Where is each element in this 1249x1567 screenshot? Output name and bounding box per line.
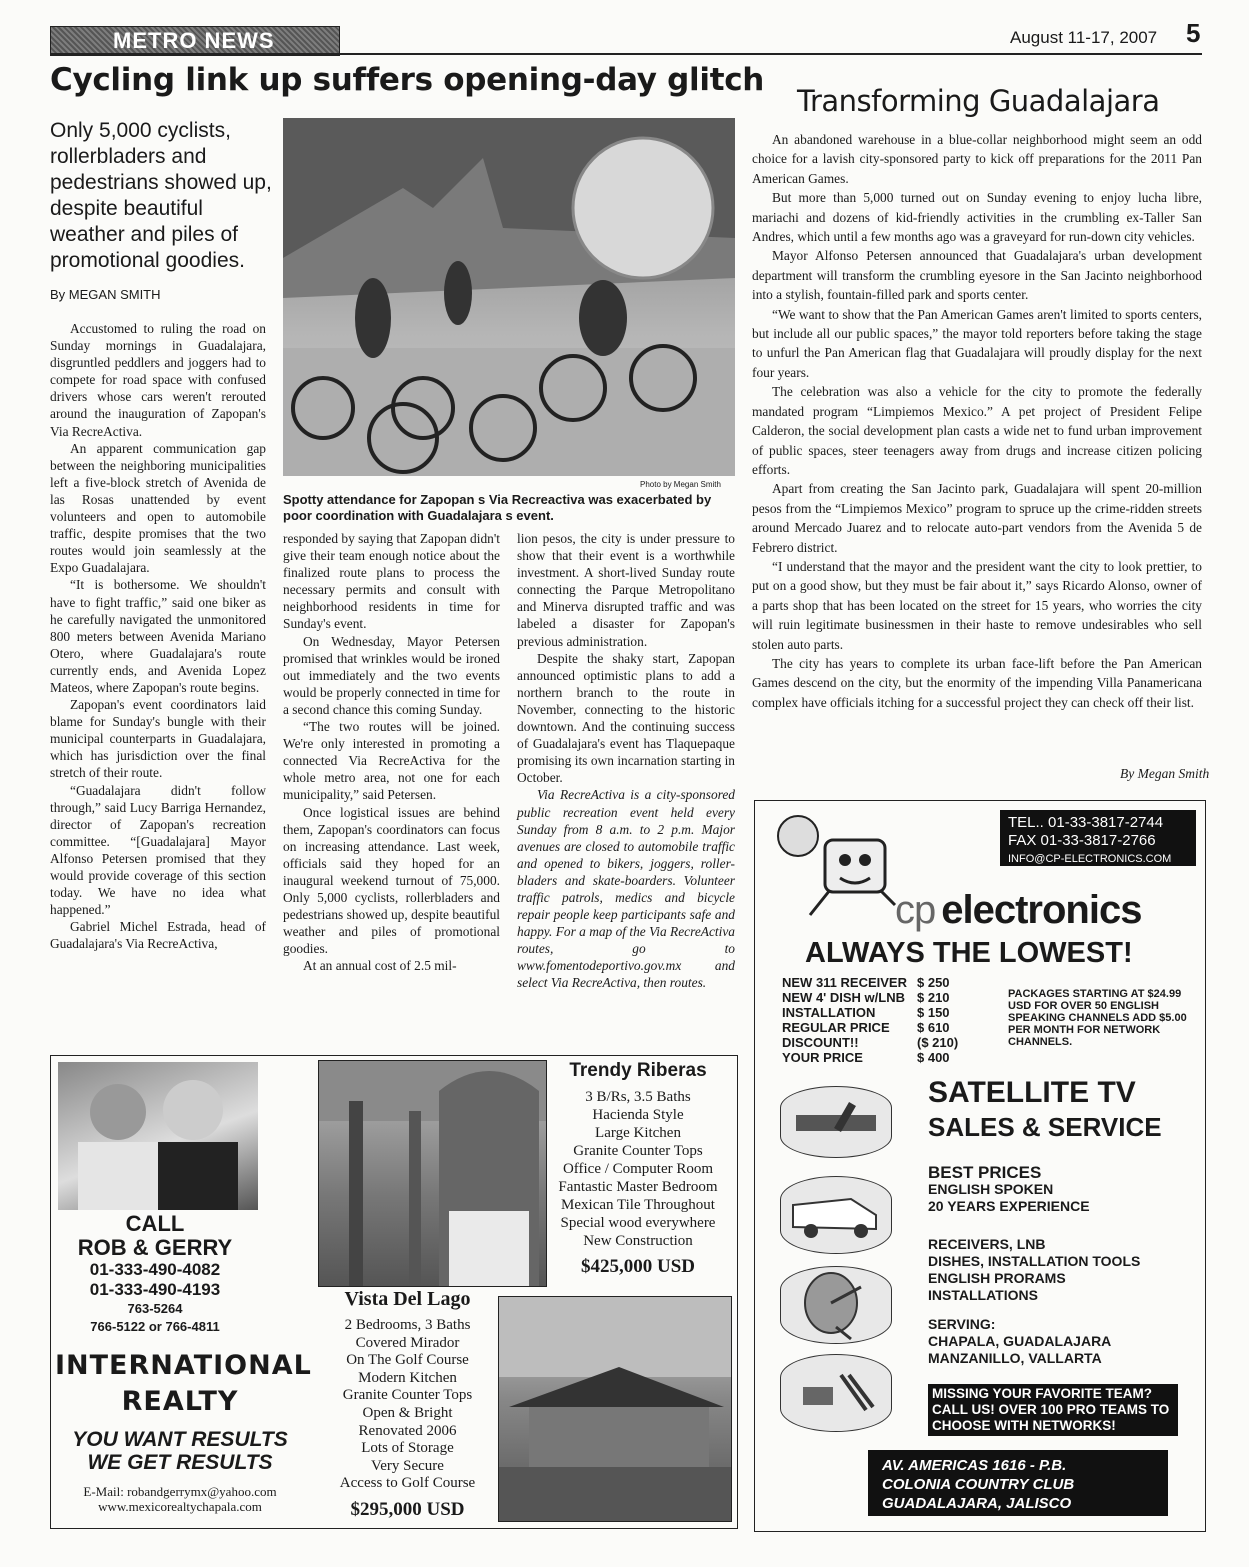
feature: Open & Bright <box>362 1404 453 1421</box>
address-line: GUADALAJARA, JALISCO <box>882 1495 1072 1512</box>
phone: 01-333-490-4193 <box>89 1280 221 1299</box>
company-line: INTERNATIONAL <box>55 1350 312 1381</box>
listing-vista-del-lago <box>320 1288 495 1521</box>
paragraph: “It is bothersome. We shouldn't have to fight traffic,” said one biker as he carefully navigated the unmonitored 800 meters between Avenida Mariano Otero, where Guadalajara's route currently ends, and Avenida Lopez Mateos, where Zapopan's route begins. <box>50 577 266 695</box>
paragraph: “I understand that the mayor and the president want the city to look prettier, to put on a good show, but they must be fair about it,” says Ricardo Alonso, owner of a parts shop that has been located on the street for 15 years, who worries the city will ruin legitimate businessmen in their haste to remove undesirables who sell stolen auto parts. <box>752 558 1202 652</box>
paragraph: responded by saying that Zapopan didn't give their team enough notice about the finalized route plans to process the necessary permits and consult with neighborhood residents in time for Sunday's event. <box>283 531 500 632</box>
tv-mascot-icon <box>770 810 900 930</box>
photo-caption: Spotty attendance for Zapopan s Via Recreactiva was exacerbated by poor coordination with Guadalajara s event. <box>283 492 712 523</box>
header-rule <box>50 53 1202 55</box>
story-deck: Only 5,000 cyclists, rollerbladers and pedestrians showed up, despite beautiful weather and piles of promotional goodies. <box>50 119 272 272</box>
listing-riberas <box>548 1060 728 1278</box>
paragraph: “Guadalajara didn't follow through,” said Lucy Barriga Hernandez, director of Zapopan's recreation committee. “[Guadalajara] Mayor Alfonso Petersen promised that they would provide coverage of this section today. We have no idea what happened.” <box>50 782 266 918</box>
paragraph: Accustomed to ruling the road on Sunday mornings in Guadalajara, disgruntled peddlers and joggers had to compete for road space with confused drivers whose cars weren't rerouted around the inauguration of Zapopan's Via RecreActiva. <box>50 321 266 439</box>
price-label: DISCOUNT!! <box>782 1035 859 1050</box>
paragraph: The celebration was also a vehicle for the city to promote the federally mandated program “Limpiemos Mexico.” A pet project of President Felipe Calderon, the social development plan casts a wide net to fund urban improvement of public spaces, steer teenagers away from drugs and increase citizen policing efforts. <box>752 384 1202 477</box>
list-item: MANZANILLO, VALLARTA <box>928 1350 1102 1366</box>
price-label: YOUR PRICE <box>782 1050 863 1065</box>
address-box <box>868 1450 1168 1516</box>
paragraph: At an annual cost of 2.5 mil- <box>303 958 457 974</box>
price-value: $ 150 <box>917 1005 950 1020</box>
feature: Large Kitchen <box>595 1125 681 1141</box>
price-row <box>782 990 968 1005</box>
paragraph: Zapopan's event coordinators laid blame for Sunday's bungle with their municipal counterparts in Guadalajara, which has jurisdiction over the final stretch of their route. <box>50 697 266 781</box>
cp-contact-box <box>1000 810 1196 866</box>
feature: Lots of Storage <box>361 1440 454 1457</box>
price-value: $ 210 <box>917 990 950 1005</box>
fax: FAX 01-33-3817-2766 <box>1008 832 1156 849</box>
price-row <box>782 1005 968 1020</box>
page-number: 5 <box>1186 18 1201 48</box>
satellite-line: SATELLITE TV <box>928 1076 1136 1109</box>
price-label: NEW 4' DISH w/LNB <box>782 990 905 1005</box>
service-van-icon <box>780 1176 892 1254</box>
satellite-dish-icon <box>780 1266 892 1344</box>
slogan-line: YOU WANT RESULTS <box>72 1428 288 1451</box>
listing-price: $295,000 USD <box>350 1498 465 1520</box>
listing-price: $425,000 USD <box>580 1256 695 1277</box>
list-item: CHAPALA, GUADALAJARA <box>928 1333 1112 1349</box>
house-photo-icon <box>318 1060 547 1287</box>
email[interactable]: INFO@CP-ELECTRONICS.COM <box>1008 853 1172 865</box>
packages-note: PACKAGES STARTING AT $24.99 USD FOR OVER 50 ENGLISH SPEAKING CHANNELS ADD $5.00 PER MONTH FOR NETWORK CHANNELS. <box>1008 988 1187 1048</box>
issue-date: August 11-17, 2007 <box>1010 28 1158 47</box>
feature: Mexican Tile Throughout <box>561 1197 715 1213</box>
price-label: NEW 311 RECEIVER <box>782 975 907 990</box>
products-list <box>928 1236 1140 1304</box>
feature: Special wood everywhere <box>560 1215 716 1231</box>
paragraph: An apparent communication gap between the neighboring municipalities left a five-block stretch of Avenida de las Rosas unattended by event volunteers and open to automobile traffic, despite promises that the two routes would join seamlessly at the Expo Guadalajara. <box>50 440 266 576</box>
agent-names: ROB & GERRY <box>77 1235 233 1260</box>
paragraph: Despite the shaky start, Zapopan announced optimistic plans to add a northern branch to the route in November, connecting to the historic downtown. And the continuing success of Guadalajara's event has Tlaquepaque promising its own incarnation starting in October. <box>517 650 735 786</box>
listing-title: Vista Del Lago <box>344 1288 471 1310</box>
main-headline: Cycling link up suffers opening-day glitch <box>50 62 765 98</box>
price-value: ($ 210) <box>917 1035 959 1050</box>
paragraph: The city has years to complete its urban face-lift before the Pan American Games descend on the city, but the enormity of the impending Villa Panamericana complex have officials itching for a successful project they can check off their list. <box>752 655 1202 710</box>
phone: 763-5264 <box>127 1301 183 1316</box>
satellite-heading <box>928 1076 1162 1144</box>
article-column-3 <box>517 530 735 992</box>
feature: 3 B/Rs, 3.5 Baths <box>585 1089 691 1105</box>
tools-icon <box>780 1354 892 1432</box>
feature: Very Secure <box>371 1457 444 1474</box>
secondary-article <box>752 130 1202 712</box>
list-item: SERVING: <box>928 1316 996 1332</box>
section-title: METRO NEWS <box>113 28 275 53</box>
list-item: BEST PRICES <box>928 1163 1042 1182</box>
company-line: REALTY <box>121 1386 239 1417</box>
feature: Access to Golf Course <box>339 1475 476 1492</box>
feature: Fantastic Master Bedroom <box>558 1179 718 1195</box>
realty-company <box>55 1348 312 1420</box>
paragraph: Gabriel Michel Estrada, head of Guadalajara's Via RecreActiva, <box>50 919 266 952</box>
feature: Covered Mirador <box>355 1334 460 1351</box>
list-item: ENGLISH PRORAMS <box>928 1270 1066 1286</box>
secondary-headline: Transforming Guadalajara <box>797 84 1160 118</box>
paragraph: Once logistical issues are behind them, Zapopan's coordinators can focus on increasing attendance. Last week, officials said they hoped for an inaugural weekend turnout of 75,000. Only 5,000 cyclists, rollerbladers and pedestrians showed up, despite beautiful weather and piles of promotional goodies. <box>283 804 500 957</box>
feature: Renovated 2006 <box>358 1422 457 1439</box>
price-value: $ 400 <box>917 1050 950 1065</box>
serving-list <box>928 1316 1111 1367</box>
price-label: INSTALLATION <box>782 1005 876 1020</box>
listing-title: Trendy Riberas <box>569 1060 707 1081</box>
photo-icon <box>283 118 735 476</box>
brand-prefix: cp <box>895 888 936 932</box>
team-banner: MISSING YOUR FAVORITE TEAM? CALL US! OVER 100 PRO TEAMS TO CHOOSE WITH NETWORKS! <box>928 1384 1178 1436</box>
slogan-line: WE GET RESULTS <box>87 1451 273 1474</box>
cp-tagline: ALWAYS THE LOWEST! <box>805 937 1133 969</box>
section-banner <box>50 26 340 56</box>
price-table <box>782 975 968 1065</box>
brand-name: electronics <box>941 888 1142 932</box>
feature: Granite Counter Tops <box>342 1387 473 1404</box>
feature: On The Golf Course <box>346 1352 469 1369</box>
article-column-2 <box>283 530 500 974</box>
email[interactable]: E-Mail: robandgerrymx@yahoo.com <box>83 1484 277 1499</box>
realty-contact <box>55 1484 305 1514</box>
byline: By MEGAN SMITH <box>50 287 161 302</box>
list-item: DISHES, INSTALLATION TOOLS <box>928 1253 1141 1269</box>
secondary-byline: By Megan Smith <box>1120 766 1210 781</box>
paragraph: An abandoned warehouse in a blue-collar neighborhood might seem an odd choice for a lavish city-sponsored party to kick off preparations for the 2011 Pan American Games. <box>752 132 1202 186</box>
feature: Office / Computer Room <box>562 1161 714 1177</box>
agents-photo-icon <box>58 1062 258 1210</box>
phone: 01-333-490-4082 <box>89 1260 221 1279</box>
photo-credit: Photo by Megan Smith <box>640 480 721 489</box>
list-item: RECEIVERS, LNB <box>928 1236 1046 1252</box>
price-row <box>782 1050 968 1065</box>
cp-brand <box>895 888 1141 933</box>
address-line: COLONIA COUNTRY CLUB <box>882 1476 1075 1493</box>
price-row <box>782 1020 968 1035</box>
website[interactable]: www.mexicorealtychapala.com <box>98 1499 262 1514</box>
satellite-line: SALES & SERVICE <box>928 1112 1162 1142</box>
address-line: AV. AMERICAS 1616 - P.B. <box>882 1457 1067 1474</box>
price-row <box>782 1035 968 1050</box>
price-row <box>782 975 968 990</box>
paragraph: On Wednesday, Mayor Petersen promised that wrinkles would be ironed out immediately and the two events would be properly connected in time for a second chance this coming Sunday. <box>283 633 500 717</box>
feature: New Construction <box>583 1233 693 1249</box>
price-label: REGULAR PRICE <box>782 1020 890 1035</box>
list-item: 20 YEARS EXPERIENCE <box>928 1198 1090 1214</box>
list-item: INSTALLATIONS <box>928 1287 1038 1303</box>
feature: 2 Bedrooms, 3 Baths <box>344 1317 471 1333</box>
paragraph: Apart from creating the San Jacinto park, Guadalajara will spent 20-million pesos from the “Limpiemos Mexico” program to spruce up the crime-ridden streets around Mercado Juarez and to relocate auto-part vendors from the Avenida 5 de Febrero district. <box>752 481 1202 555</box>
article-column-1 <box>50 320 266 952</box>
satellite-receiver-icon <box>780 1086 892 1158</box>
call-block <box>55 1212 255 1336</box>
paragraph: But more than 5,000 turned out on Sunday evening to enjoy lucha libre, mariachi and dozens of kid-friendly activities in the crumbling ex-Taller San Andres, which until a few months ago was a graveyard for run-down city vehicles. <box>752 190 1202 245</box>
lake-house-photo-icon <box>498 1296 732 1522</box>
price-value: $ 250 <box>917 975 950 990</box>
benefits-list <box>928 1164 1090 1215</box>
list-item: ENGLISH SPOKEN <box>928 1181 1054 1197</box>
phone: 766-5122 or 766-4811 <box>90 1319 220 1334</box>
cycling-photo-icon <box>283 118 735 476</box>
telephone: TEL.. 01-33-3817-2744 <box>1008 814 1164 831</box>
feature: Modern Kitchen <box>358 1369 457 1386</box>
paragraph: Mayor Alfonso Petersen announced that Guadalajara's urban development department will transform the crumbling eyesore in the San Jacinto neighborhood into a stylish, fountain-filled park and sports center. <box>752 248 1202 303</box>
info-box: Via RecreActiva is a city-sponsored public recreation event held every Sunday from 8 a.m. to 2 p.m. Major avenues are closed to automobile traffic and opened to bikers, joggers, roller-bladers and skate-boarders. Volunteer traffic patrols, medics and bicycle repair people keep participants safe and happy. For a map of the Via RecreActiva routes, go to www.fomentodeportivo.gov.mx and select Via RecreActiva, then routes. <box>517 787 735 991</box>
price-value: $ 610 <box>917 1020 950 1035</box>
feature: Hacienda Style <box>592 1107 684 1123</box>
paragraph: “We want to show that the Pan American Games aren't limited to sports centers, but include all our public spaces,” the mayor told reporters before taking the stage to unfurl the Pan American flag that Guadalajara will proudly display for the next four years. <box>752 306 1202 380</box>
feature: Granite Counter Tops <box>573 1143 703 1159</box>
paragraph: “The two routes will be joined. We're only interested in promoting a connected Via RecreActiva for the whole metro area, not one for each municipality,” said Petersen. <box>283 719 500 803</box>
realty-slogan <box>55 1428 305 1474</box>
call-label: CALL <box>125 1211 185 1236</box>
paragraph: lion pesos, the city is under pressure to show that their event is a worthwhile investment. A short-lived Sunday route connecting the Parque Metropolitano and Minerva disrupted traffic and was labeled a disaster for Zapopan's previous administration. <box>517 531 735 649</box>
